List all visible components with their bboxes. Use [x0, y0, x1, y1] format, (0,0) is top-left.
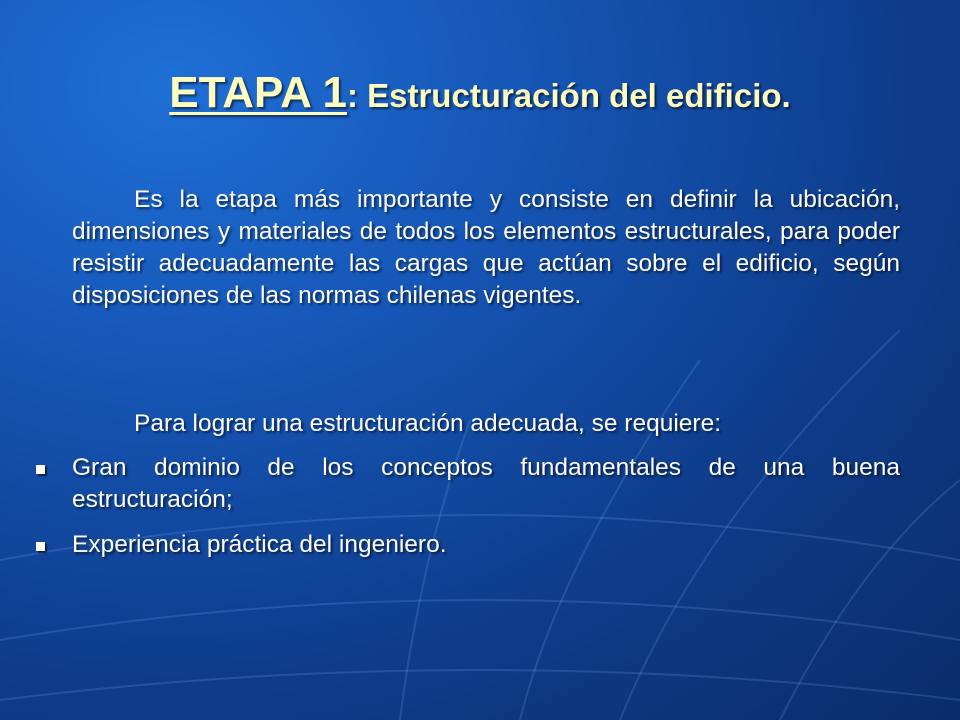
square-bullet-icon — [36, 542, 45, 551]
bullet-text: Experiencia práctica del ingeniero. — [72, 531, 447, 558]
intro-paragraph: Es la etapa más importante y consiste en definir la ubicación, dimensiones y materiales de todos los elementos estructurales, para poder resistir adecuadamente las cargas que actúan sobre el edificio, según disposiciones de las normas chilenas vigentes. — [72, 186, 900, 309]
bullet-text: Gran dominio de los conceptos fundamentales de una buena estructuración; — [72, 454, 900, 513]
slide-title — [0, 68, 960, 118]
square-bullet-icon — [36, 465, 45, 474]
requirements-lead-in: Para lograr una estructuración adecuada, se requiere: — [134, 410, 721, 437]
title-subject: : Estructuración del edificio. — [346, 77, 791, 114]
title-stage-label: ETAPA 1 — [169, 68, 347, 117]
